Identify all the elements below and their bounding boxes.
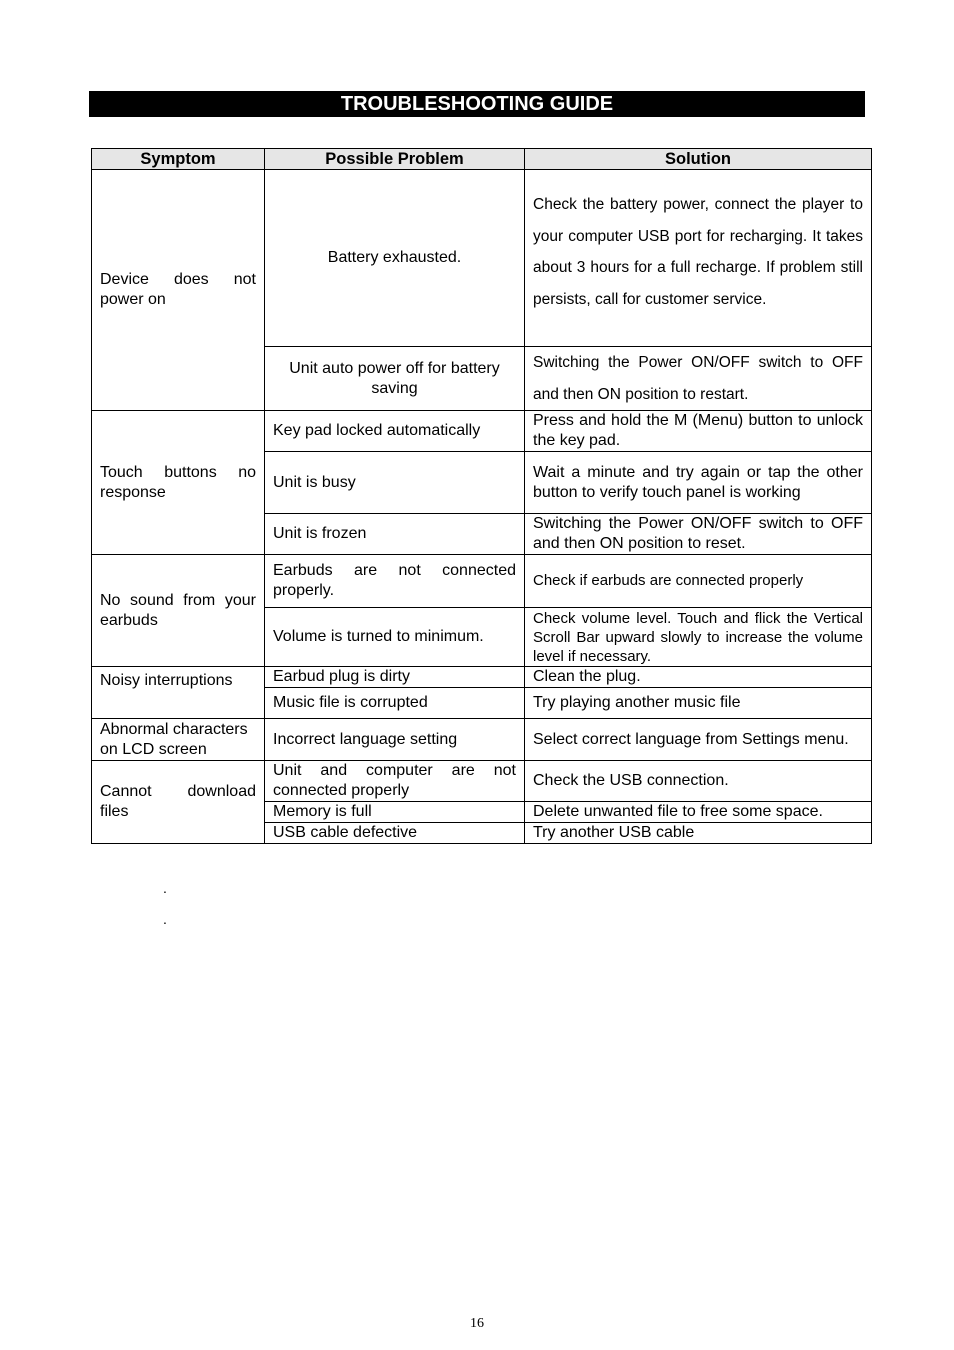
solution-cell: Delete unwanted file to free some space. (525, 802, 872, 823)
solution-cell: Try playing another music file (525, 688, 872, 719)
problem-cell: Key pad locked automatically (265, 411, 525, 452)
solution-cell: Press and hold the M (Menu) button to unlock the key pad. (525, 411, 872, 452)
symptom-cell: Abnormal characters on LCD screen (92, 719, 265, 761)
problem-cell: Unit is busy (265, 452, 525, 514)
problem-cell: Unit is frozen (265, 514, 525, 555)
solution-cell: Switching the Power ON/OFF switch to OFF and then ON position to reset. (525, 514, 872, 555)
solution-cell: Check the USB connection. (525, 761, 872, 802)
header-symptom: Symptom (92, 149, 265, 170)
symptom-cell: Touch buttons no response (92, 411, 265, 555)
symptom-cell: Cannot download files (92, 761, 265, 844)
table-row (92, 761, 872, 802)
solution-cell: Select correct language from Settings menu. (525, 719, 872, 761)
symptom-cell: No sound from your earbuds (92, 555, 265, 667)
troubleshooting-table (91, 148, 872, 844)
stray-dot: . (163, 880, 167, 896)
header-solution: Solution (525, 149, 872, 170)
table-row (92, 411, 872, 452)
problem-cell: Incorrect language setting (265, 719, 525, 761)
table-row (92, 719, 872, 761)
solution-cell: Switching the Power ON/OFF switch to OFF and then ON position to restart. (525, 347, 872, 411)
problem-cell: USB cable defective (265, 823, 525, 844)
page-number: 16 (470, 1316, 484, 1331)
solution-cell: Check the battery power, connect the player to your computer USB port for recharging. It takes about 3 hours for a full recharge. If problem still persists, call for customer service. (525, 170, 872, 347)
table-header-row (92, 149, 872, 170)
symptom-cell: Device does not power on (92, 170, 265, 411)
problem-cell: Earbuds are not connected properly. (265, 555, 525, 608)
problem-cell: Memory is full (265, 802, 525, 823)
stray-dot: . (163, 911, 167, 927)
solution-cell: Check volume level. Touch and flick the Vertical Scroll Bar upward slowly to increase the volume level if necessary. (525, 608, 872, 667)
header-possible-problem: Possible Problem (265, 149, 525, 170)
table-row (92, 170, 872, 347)
table-row (92, 667, 872, 688)
solution-cell: Clean the plug. (525, 667, 872, 688)
solution-cell: Try another USB cable (525, 823, 872, 844)
problem-cell: Music file is corrupted (265, 688, 525, 719)
solution-cell: Check if earbuds are connected properly (525, 555, 872, 608)
table-row (92, 555, 872, 608)
problem-cell: Unit and computer are not connected properly (265, 761, 525, 802)
solution-cell: Wait a minute and try again or tap the other button to verify touch panel is working (525, 452, 872, 514)
problem-cell: Earbud plug is dirty (265, 667, 525, 688)
problem-cell: Volume is turned to minimum. (265, 608, 525, 667)
symptom-cell: Noisy interruptions (92, 667, 265, 719)
problem-cell: Unit auto power off for battery saving (265, 347, 525, 411)
page-title: TROUBLESHOOTING GUIDE (89, 91, 865, 117)
problem-cell: Battery exhausted. (265, 170, 525, 347)
